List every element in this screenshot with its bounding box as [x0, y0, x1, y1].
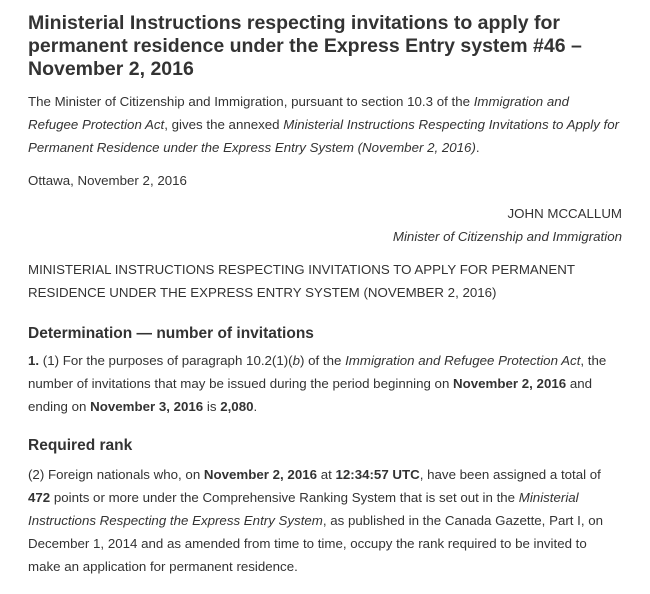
invitation-count: 2,080 — [220, 399, 254, 414]
intro-paragraph — [28, 90, 622, 159]
section-heading-determination: Determination — number of invitations — [28, 325, 314, 342]
paragraph-letter: b — [292, 353, 301, 368]
instructions-title: MINISTERIAL INSTRUCTIONS RESPECTING INVITATIONS TO APPLY FOR PERMANENT RESIDENCE UNDER THE EXPRESS ENTRY SYSTEM (NOVEMBER 2, 2016) — [28, 262, 575, 300]
intro-text-2: , gives the annexed — [164, 117, 284, 132]
signature-name: JOHN MCCALLUM — [507, 206, 622, 221]
page-title: Ministerial Instructions respecting invitations to apply for permanent residence under the Express Entry system #46 – November 2, 2016 — [28, 12, 582, 80]
section-1-text-5: is — [203, 399, 221, 414]
section-2-instructions-name: Ministerial Instructions Respecting the Express Entry System — [28, 490, 579, 528]
signature-title: Minister of Citizenship and Immigration — [392, 229, 622, 244]
section-2-text-4: points or more under the Comprehensive Ranking System that is set out in the — [50, 490, 519, 505]
section-1-paragraph — [28, 349, 622, 418]
period-start-date: November 2, 2016 — [453, 376, 567, 391]
place-date: Ottawa, November 2, 2016 — [28, 173, 187, 188]
intro-act-name: Immigration and Refugee Protection Act — [28, 94, 570, 132]
section-2-text-2: at — [317, 467, 336, 482]
rank-time: 12:34:57 UTC — [335, 467, 420, 482]
section-1-text-3: , the number of invitations that may be issued during the period beginning on — [28, 353, 607, 391]
section-heading-required-rank: Required rank — [28, 437, 133, 454]
section-1-text-4: and ending on — [28, 376, 593, 414]
section-2-paragraph — [28, 463, 622, 578]
section-1-text-1: (1) For the purposes of paragraph 10.2(1)( — [39, 353, 293, 368]
section-2-text-1: (2) Foreign nationals who, on — [28, 467, 204, 482]
minimum-points: 472 — [28, 490, 51, 505]
section-number: 1. — [28, 353, 40, 368]
section-2-text-3: , have been assigned a total of — [419, 467, 601, 482]
rank-date: November 2, 2016 — [203, 467, 318, 482]
section-1-text-6: . — [253, 399, 258, 414]
section-2-text-5: , as published in the Canada Gazette, Part I, on December 1, 2014 and as amended from time to time, occupy the rank required to be invited to make an application for permanent residence. — [28, 513, 604, 574]
intro-text-1: The Minister of Citizenship and Immigration, pursuant to section 10.3 of the — [28, 94, 474, 109]
period-end-date: November 3, 2016 — [90, 399, 204, 414]
intro-text-3: . — [475, 140, 480, 155]
section-1-text-2: ) of the — [300, 353, 346, 368]
intro-instructions-name: Ministerial Instructions Respecting Invitations to Apply for Permanent Residence under the Express Entry System (November 2, 2016) — [28, 117, 620, 155]
section-1-act-name: Immigration and Refugee Protection Act — [345, 353, 581, 368]
